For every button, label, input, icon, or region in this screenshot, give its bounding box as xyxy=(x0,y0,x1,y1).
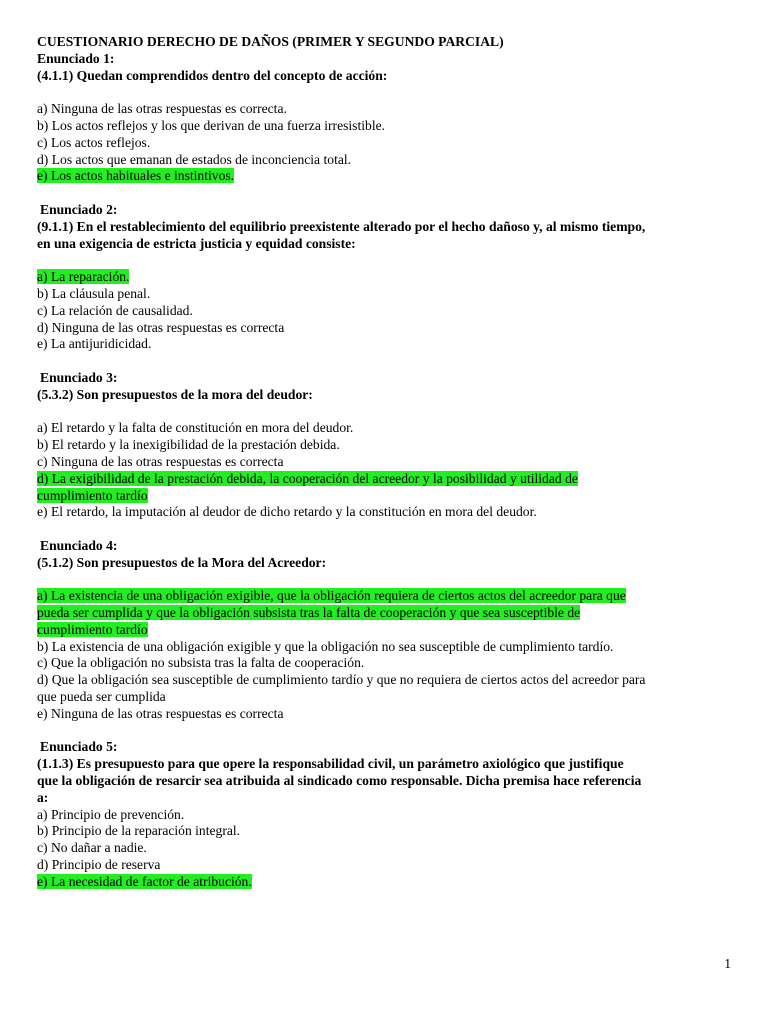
option-b: b) La existencia de una obligación exigible y que la obligación no sea susceptible de cumplimiento tardío. xyxy=(37,638,614,654)
option-e: e) Ninguna de las otras respuestas es correcta xyxy=(37,705,284,721)
option-c: c) La relación de causalidad. xyxy=(37,302,193,318)
option-a: a) Ninguna de las otras respuestas es correcta. xyxy=(37,101,287,117)
option-b: b) El retardo y la inexigibilidad de la prestación debida. xyxy=(37,437,340,453)
option-d: d) Ninguna de las otras respuestas es correcta xyxy=(37,319,285,335)
question-1 xyxy=(37,51,737,185)
question-3 xyxy=(37,370,737,521)
question-label: Enunciado 4: xyxy=(40,537,118,553)
question-label: Enunciado 1: xyxy=(37,50,115,66)
option-c: c) Los actos reflejos. xyxy=(37,134,151,150)
option-e-correct: e) La necesidad de factor de atribución. xyxy=(37,873,252,889)
question-prompt: (4.1.1) Quedan comprendidos dentro del concepto de acción: xyxy=(37,67,388,83)
option-d: d) Los actos que emanan de estados de inconciencia total. xyxy=(37,151,352,167)
question-prompt: (5.1.2) Son presupuestos de la Mora del Acreedor: xyxy=(37,554,327,570)
option-c: c) Ninguna de las otras respuestas es correcta xyxy=(37,453,284,469)
question-4 xyxy=(37,538,737,723)
option-b: b) Principio de la reparación integral. xyxy=(37,823,241,839)
document-page xyxy=(37,34,737,891)
option-a-correct-line-1: a) La existencia de una obligación exigible, que la obligación requiera de ciertos actos del acreedor para que xyxy=(37,588,626,604)
option-d-correct-line-1: d) La exigibilidad de la prestación debida, la cooperación del acreedor y la posibilidad y utilidad de xyxy=(37,470,578,486)
question-prompt-line-1: (1.1.3) Es presupuesto para que opere la responsabilidad civil, un parámetro axiológico que justifique xyxy=(37,756,624,772)
question-2 xyxy=(37,202,737,353)
question-prompt-line-2: en una exigencia de estricta justicia y equidad consiste: xyxy=(37,235,356,251)
question-prompt-line-3: a: xyxy=(37,789,49,805)
question-label: Enunciado 2: xyxy=(40,201,118,217)
question-label: Enunciado 5: xyxy=(40,739,118,755)
option-d-line-2: que pueda ser cumplida xyxy=(37,689,166,705)
option-b: b) La cláusula penal. xyxy=(37,285,151,301)
option-d-correct-line-2: cumplimiento tardío xyxy=(37,487,148,503)
option-a-correct: a) La reparación. xyxy=(37,269,130,285)
page-number: 1 xyxy=(724,956,731,971)
question-label: Enunciado 3: xyxy=(40,369,118,385)
option-e-correct: e) Los actos habituales e instintivos. xyxy=(37,168,235,184)
question-5 xyxy=(37,739,737,890)
question-prompt-line-2: que la obligación de resarcir sea atribuida al sindicado como responsable. Dicha premisa hace referencia xyxy=(37,773,642,789)
option-a: a) Principio de prevención. xyxy=(37,806,185,822)
option-a-correct-line-3: cumplimiento tardío xyxy=(37,621,148,637)
option-e: e) La antijuridicidad. xyxy=(37,336,152,352)
option-d-line-1: d) Que la obligación sea susceptible de cumplimiento tardío y que no requiera de ciertos actos del acreedor para xyxy=(37,672,646,688)
option-c: c) Que la obligación no subsista tras la falta de cooperación. xyxy=(37,655,365,671)
question-prompt-line-1: (9.1.1) En el restablecimiento del equilibrio preexistente alterado por el hecho dañoso y, al mismo tiempo, xyxy=(37,218,646,234)
document-title: CUESTIONARIO DERECHO DE DAÑOS (PRIMER Y SEGUNDO PARCIAL) xyxy=(37,34,504,49)
option-d: d) Principio de reserva xyxy=(37,857,161,873)
option-a: a) El retardo y la falta de constitución en mora del deudor. xyxy=(37,420,354,436)
option-b: b) Los actos reflejos y los que derivan de una fuerza irresistible. xyxy=(37,117,386,133)
question-prompt: (5.3.2) Son presupuestos de la mora del deudor: xyxy=(37,386,313,402)
option-e: e) El retardo, la imputación al deudor de dicho retardo y la constitución en mora del deudor. xyxy=(37,504,537,520)
option-a-correct-line-2: pueda ser cumplida y que la obligación subsista tras la falta de cooperación y que sea susceptible de xyxy=(37,605,581,621)
option-c: c) No dañar a nadie. xyxy=(37,840,147,856)
